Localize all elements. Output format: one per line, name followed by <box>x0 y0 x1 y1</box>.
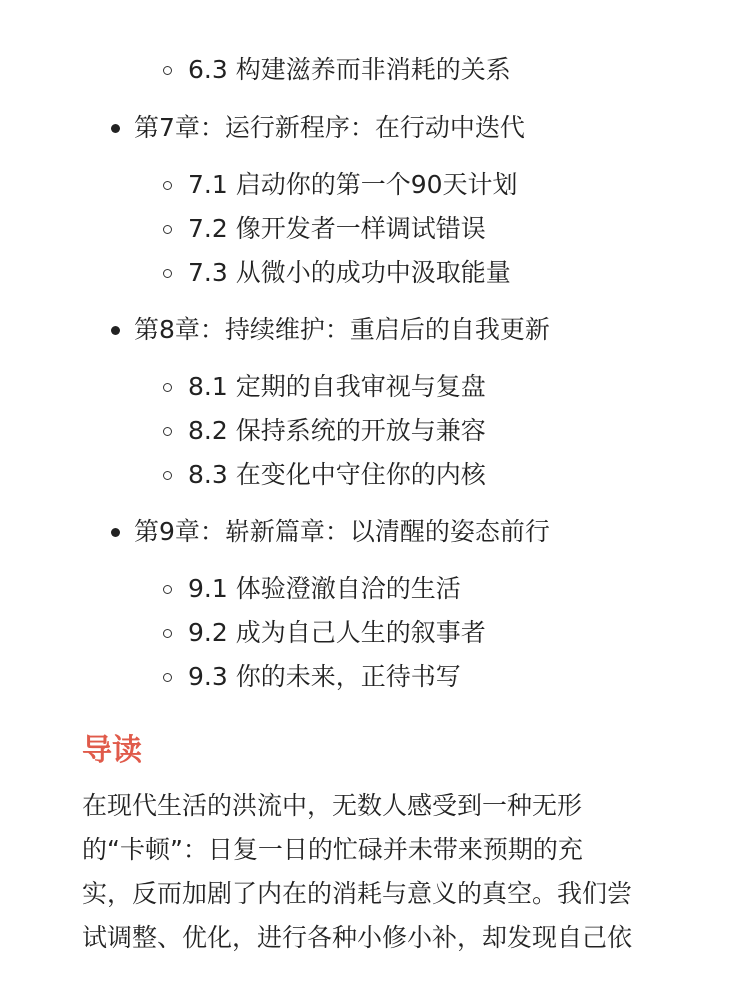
circle-bullet-icon <box>163 66 172 75</box>
toc-chapter-9: 第9章：崭新篇章：以清醒的姿态前行 <box>134 517 550 546</box>
paragraph-line: 在现代生活的洪流中，无数人感受到一种无形 <box>82 791 583 820</box>
circle-bullet-icon <box>163 269 172 278</box>
toc-section-6-3: 6.3 构建滋养而非消耗的关系 <box>188 55 511 84</box>
paragraph-line: 实，反而加剧了内在的消耗与意义的真空。我们尝 <box>82 879 633 908</box>
toc-section-8-1: 8.1 定期的自我审视与复盘 <box>188 372 486 401</box>
circle-bullet-icon <box>163 225 172 234</box>
circle-bullet-icon <box>163 629 172 638</box>
toc-section-8-2: 8.2 保持系统的开放与兼容 <box>188 416 486 445</box>
circle-bullet-icon <box>163 181 172 190</box>
disc-bullet-icon <box>111 124 120 133</box>
toc-section-9-3: 9.3 你的未来，正待书写 <box>188 662 461 691</box>
paragraph-line: 试调整、优化，进行各种小修小补，却发现自己依 <box>82 923 633 952</box>
toc-section-9-1: 9.1 体验澄澈自洽的生活 <box>188 574 461 603</box>
toc-section-7-3: 7.3 从微小的成功中汲取能量 <box>188 258 511 287</box>
paragraph-line: 的“卡顿”：日复一日的忙碌并未带来预期的充 <box>82 835 583 864</box>
circle-bullet-icon <box>163 673 172 682</box>
circle-bullet-icon <box>163 427 172 436</box>
disc-bullet-icon <box>111 528 120 537</box>
toc-section-7-1: 7.1 启动你的第一个90天计划 <box>188 170 518 199</box>
circle-bullet-icon <box>163 383 172 392</box>
disc-bullet-icon <box>111 326 120 335</box>
toc-section-8-3: 8.3 在变化中守住你的内核 <box>188 460 486 489</box>
circle-bullet-icon <box>163 471 172 480</box>
intro-heading: 导读 <box>82 733 142 768</box>
toc-chapter-8: 第8章：持续维护：重启后的自我更新 <box>134 315 550 344</box>
toc-section-7-2: 7.2 像开发者一样调试错误 <box>188 214 486 243</box>
circle-bullet-icon <box>163 585 172 594</box>
toc-section-9-2: 9.2 成为自己人生的叙事者 <box>188 618 486 647</box>
toc-chapter-7: 第7章：运行新程序：在行动中迭代 <box>134 113 525 142</box>
